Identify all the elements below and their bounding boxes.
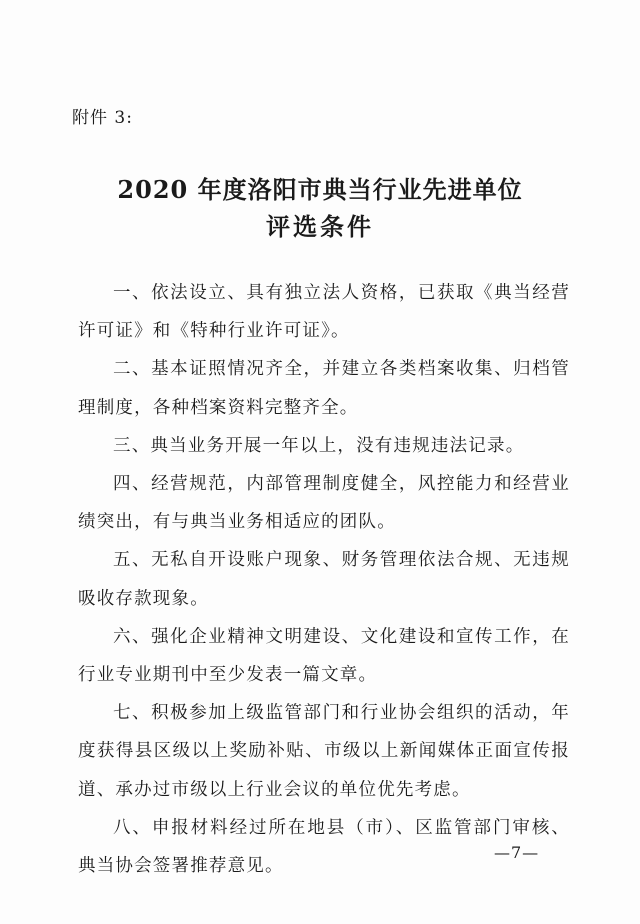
criterion-paragraph: 八、申报材料经过所在地县（市）、区监管部门审核、典当协会签署推荐意见。 (78, 817, 570, 877)
document-subtitle: 评选条件 (266, 212, 374, 241)
document-title: 2020 年度洛阳市典当行业先进单位 (117, 175, 523, 204)
document-body (78, 274, 570, 885)
criterion-paragraph: 六、强化企业精神文明建设、文化建设和宣传工作，在行业专业期刊中至少发表一篇文章。 (78, 626, 570, 686)
page-number: —7— (494, 843, 540, 862)
criterion-paragraph: 一、依法设立、具有独立法人资格，已获取《典当经营许可证》和《特种行业许可证》。 (78, 283, 570, 342)
criterion-paragraph: 三、典当业务开展一年以上，没有违规违法记录。 (113, 435, 525, 456)
criterion-paragraph: 五、无私自开设账户现象、财务管理依法合规、无违规吸收存款现象。 (78, 550, 570, 609)
criterion-paragraph: 七、积极参加上级监管部门和行业协会组织的活动，年度获得县区级以上奖励补贴、市级以上新闻媒体正面宣传报道、承办过市级以上行业会议的单位优先考虑。 (78, 703, 570, 800)
criterion-paragraph: 二、基本证照情况齐全，并建立各类档案收集、归档管理制度，各种档案资料完整齐全。 (78, 359, 570, 418)
criterion-paragraph: 四、经营规范，内部管理制度健全，风控能力和经营业绩突出，有与典当业务相适应的团队。 (78, 474, 570, 533)
attachment-label: 附件 3: (72, 108, 133, 128)
